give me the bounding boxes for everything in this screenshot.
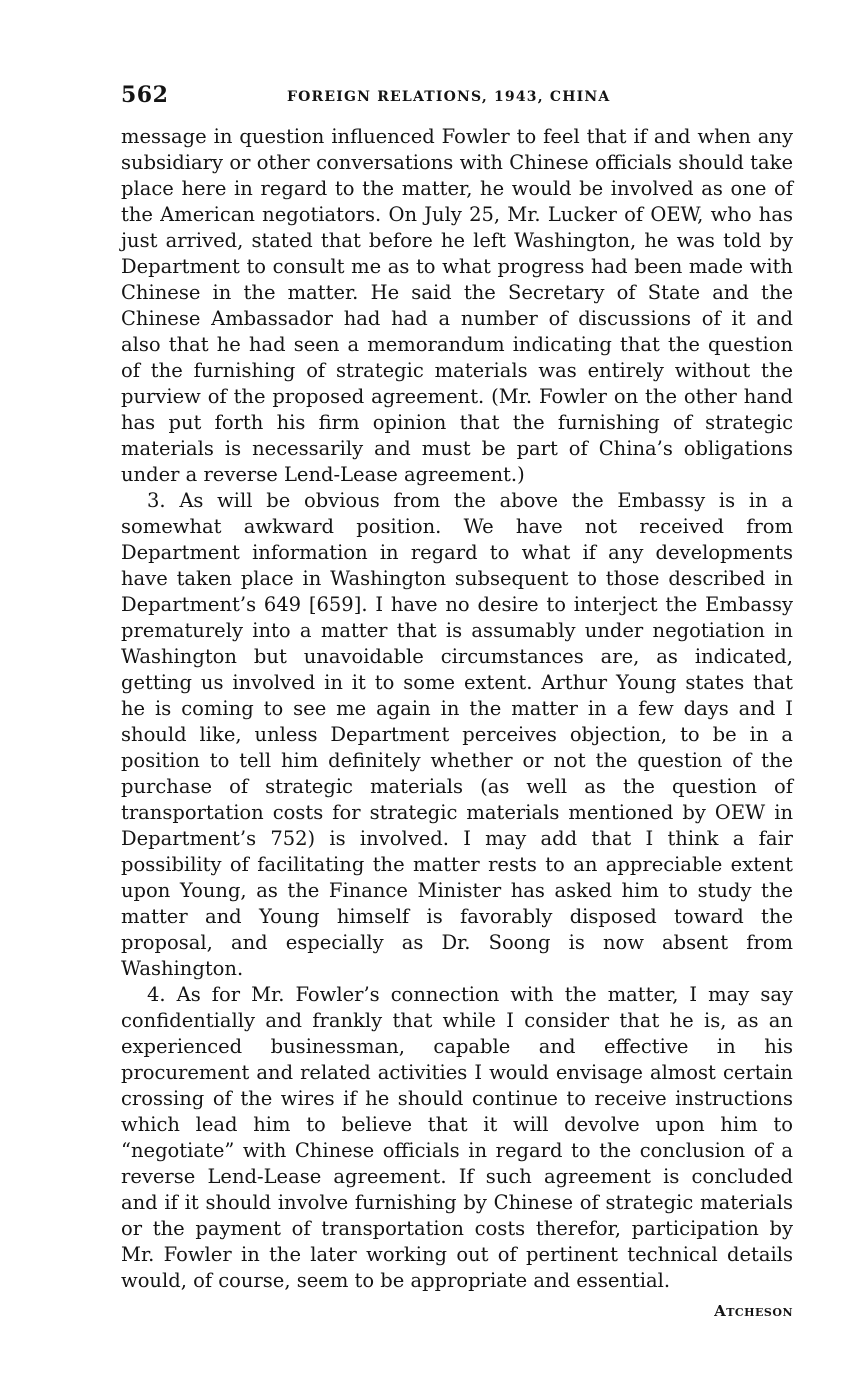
body-text: [121, 124, 793, 1294]
document-page: [121, 82, 793, 1320]
running-head: FOREIGN RELATIONS, 1943, CHINA: [287, 89, 611, 105]
page-number: 562: [121, 82, 169, 108]
paragraph-3: 3. As will be obvious from the above the Embassy is in a somewhat awkward position. We have not received from Department information in regard to what if any developments have taken place in Washington subsequent to those described in Department’s 649 [659]. I have no desire to interject the Embassy prematurely into a matter that is assumably under negotiation in Washington but unavoidable circumstances are, as indicated, getting us involved in it to some extent. Arthur Young states that he is coming to see me again in the matter in a few days and I should like, unless Department perceives objection, to be in a position to tell him definitely whether or not the question of the purchase of strategic materials (as well as the question of transportation costs for strategic materials mentioned by OEW in Department’s 752) is involved. I may add that I think a fair possibility of facilitating the matter rests to an appreciable extent upon Young, as the Finance Minister has asked him to study the matter and Young himself is favorably disposed toward the proposal, and especially as Dr. Soong is now absent from Washington.: [121, 489, 793, 980]
signature: Atcheson: [714, 1302, 793, 1320]
paragraph-continuation: message in question influenced Fowler to feel that if and when any subsidiary or other conversations with Chinese officials should take place here in regard to the matter, he would be involved as one of the American negotiators. On July 25, Mr. Lucker of OEW, who has just arrived, stated that before he left Washington, he was told by Department to consult me as to what progress had been made with Chinese in the matter. He said the Secretary of State and the Chinese Ambassador had had a number of discussions of it and also that he had seen a memorandum indicating that the question of the furnishing of strategic materials was entirely without the purview of the proposed agreement. (Mr. Fowler on the other hand has put forth his firm opinion that the furnishing of strategic materials is necessarily and must be part of China’s obligations under a reverse Lend-Lease agreement.): [121, 125, 793, 486]
paragraph-4: 4. As for Mr. Fowler’s connection with the matter, I may say confidentially and frankly that while I consider that he is, as an experienced businessman, capable and effective in his procurement and related activities I would envisage almost certain crossing of the wires if he should continue to receive instructions which lead him to believe that it will devolve upon him to “negotiate” with Chinese officials in regard to the conclusion of a reverse Lend-Lease agreement. If such agreement is concluded and if it should involve furnishing by Chinese of strategic materials or the payment of transportation costs therefor, participation by Mr. Fowler in the later working out of pertinent technical details would, of course, seem to be appropriate and essential.: [121, 983, 793, 1292]
page-header: [121, 82, 793, 114]
